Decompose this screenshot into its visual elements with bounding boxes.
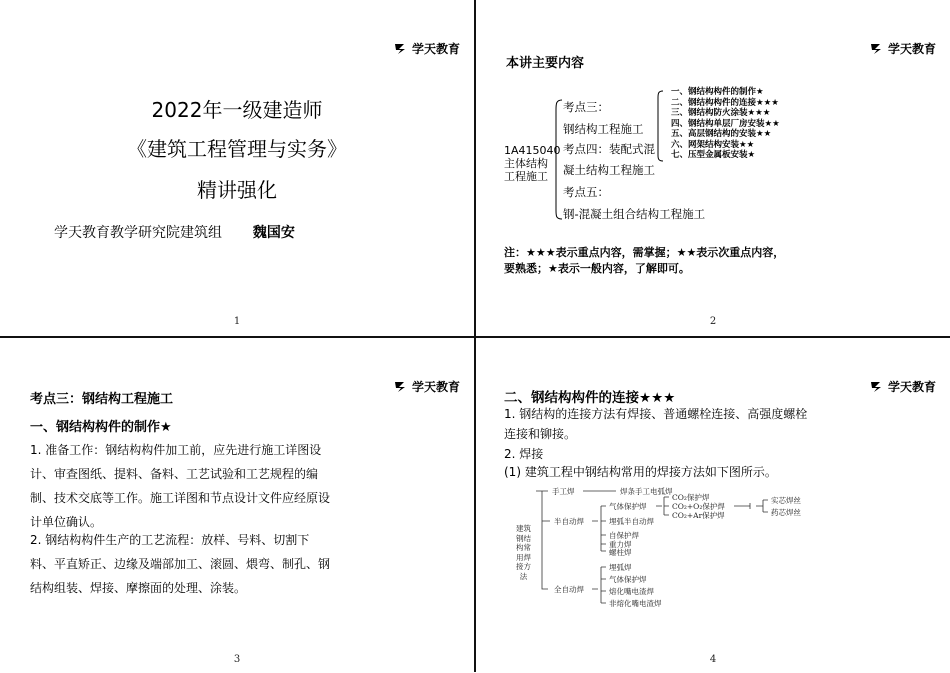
subitem: 一、钢结构构件的制作★ bbox=[671, 87, 764, 97]
page-number: 3 bbox=[233, 654, 241, 665]
diagram-node: 自保护焊 bbox=[609, 531, 639, 540]
brand-logo: 学天教育 bbox=[871, 40, 936, 57]
slide-1 bbox=[0, 0, 474, 335]
slide-4 bbox=[476, 338, 950, 673]
diagram-node: 重力焊 bbox=[609, 540, 632, 549]
diagram-node: 焊条手工电弧焊 bbox=[620, 487, 673, 496]
diagram-node: 埋弧焊 bbox=[609, 563, 632, 572]
diagram-node: CO₂+O₂保护焊 bbox=[672, 502, 725, 511]
author-org: 学天教育教学研究院建筑组 bbox=[54, 225, 222, 241]
diagram-semi: 半自动焊 bbox=[554, 517, 584, 526]
paragraph-2: 2. 钢结构构件生产的工艺流程：放样、号料、切割下料、平直矫正、边缘及端部加工、滚圆、煨弯、制孔、钢结构组装、焊接、摩擦面的处理、涂装。 bbox=[30, 533, 331, 595]
paragraph-1: 1. 钢结构的连接方法有焊接、普通螺栓连接、高强度螺栓连接和铆接。 bbox=[504, 407, 808, 441]
diagram-auto: 全自动焊 bbox=[554, 585, 584, 594]
title-line-1: 2022年一级建造师 bbox=[151, 98, 323, 122]
diagram-root: 建筑 钢结 构常 用焊 接方 法 bbox=[516, 524, 531, 581]
note: 注：★★★表示重点内容，需掌握；★★表示次重点内容， 要熟悉；★表示一般内容，了解即可。 bbox=[504, 246, 785, 275]
title-line-3: 精讲强化 bbox=[197, 178, 277, 202]
diagram-node: 螺柱焊 bbox=[609, 548, 632, 557]
diagram-manual: 手工焊 bbox=[552, 487, 575, 496]
brand-logo: 学天教育 bbox=[871, 378, 936, 395]
diagram-node: 熔化嘴电渣焊 bbox=[609, 587, 654, 596]
page-number: 4 bbox=[709, 654, 717, 665]
paragraph-3: (1) 建筑工程中钢结构常用的焊接方法如下图所示。 bbox=[504, 465, 777, 479]
slide-2 bbox=[476, 0, 950, 335]
slide-title: 本讲主要内容 bbox=[506, 56, 585, 71]
diagram-node: 非熔化嘴电渣焊 bbox=[609, 599, 662, 608]
outline-brackets bbox=[476, 0, 950, 335]
page-number: 1 bbox=[233, 316, 241, 327]
subitem: 二、钢结构构件的连接★★★ bbox=[671, 97, 779, 108]
section-code: 1A415040 主体结构 工程施工 bbox=[504, 144, 561, 183]
point-4-text: 凝土结构工程施工 bbox=[563, 163, 655, 177]
slide-heading: 考点三：钢结构工程施工 bbox=[30, 392, 174, 407]
point-3-text: 钢结构工程施工 bbox=[563, 122, 644, 136]
subitem: 四、钢结构单层厂房安装★★ bbox=[671, 118, 780, 129]
page-number: 2 bbox=[709, 316, 717, 327]
subitem: 五、高层钢结构的安装★★ bbox=[671, 129, 772, 139]
brand-logo: 学天教育 bbox=[395, 378, 460, 395]
diagram-node: 埋弧半自动焊 bbox=[609, 517, 654, 526]
diagram-node: 气体保护焊 bbox=[609, 575, 647, 584]
author-name: 魏国安 bbox=[252, 225, 295, 241]
subitem: 七、压型金属板安装★ bbox=[671, 150, 756, 160]
slide-heading: 二、钢结构构件的连接★★★ bbox=[504, 390, 676, 406]
diagram-node: CO₂保护焊 bbox=[672, 493, 710, 502]
author-line bbox=[54, 222, 295, 242]
subitem: 六、网架结构安装★★ bbox=[671, 139, 755, 150]
diagram-node: 药芯焊丝 bbox=[771, 508, 801, 517]
point-5-label: 考点五： bbox=[563, 185, 609, 199]
paragraph-1: 1. 准备工作：钢结构构件加工前，应先进行施工详图设计、审查图纸、提料、备料、工艺试验和工艺规程的编制、技术交底等工作。施工详图和节点设计文件应经原设计单位确认。 bbox=[30, 443, 331, 529]
point-5-text: 钢-混凝土组合结构工程施工 bbox=[563, 207, 706, 221]
slide-subheading: 一、钢结构构件的制作★ bbox=[30, 420, 172, 435]
diagram-node: CO₂+Ar保护焊 bbox=[672, 511, 725, 520]
paragraph-2: 2. 焊接 bbox=[504, 447, 544, 461]
subitem: 三、钢结构防火涂装★★★ bbox=[671, 108, 771, 118]
title-line-2: 《建筑工程管理与实务》 bbox=[127, 137, 347, 161]
point-3-label: 考点三： bbox=[563, 100, 609, 114]
diagram-node: 实芯焊丝 bbox=[771, 496, 801, 505]
brand-logo: 学天教育 bbox=[395, 40, 460, 57]
point-4-label: 考点四：装配式混 bbox=[563, 142, 655, 156]
diagram-node: 气体保护焊 bbox=[609, 502, 647, 511]
logo-mark-icon bbox=[395, 43, 409, 54]
logo-mark-icon bbox=[395, 381, 409, 392]
slide-3 bbox=[0, 338, 474, 673]
